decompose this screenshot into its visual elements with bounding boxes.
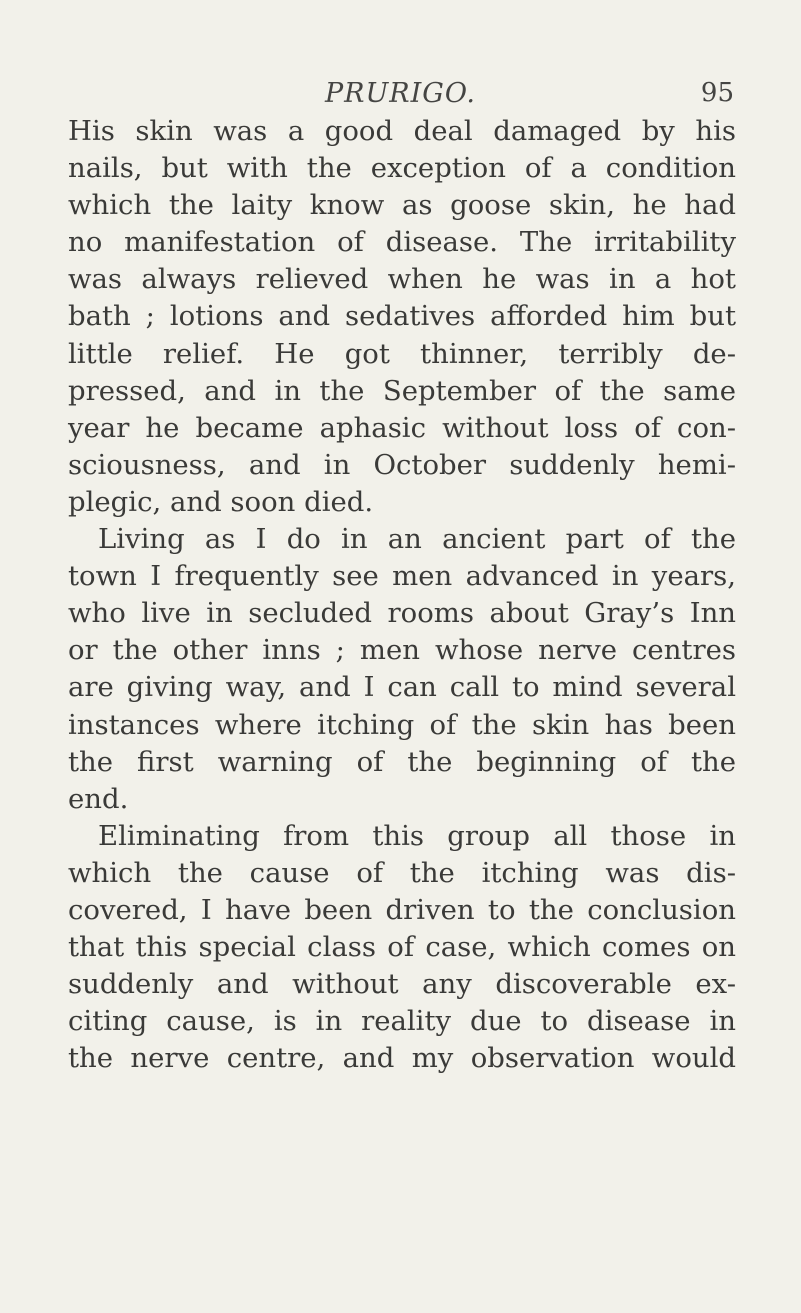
text-line: or the other inns ; men whose nerve centres (68, 634, 736, 667)
running-head (0, 78, 801, 118)
text-line: who live in secluded rooms about Gray’s Inn (68, 597, 736, 630)
text-line: year he became aphasic without loss of con- (68, 411, 736, 444)
text-line: are giving way, and I can call to mind several (68, 671, 736, 704)
text-line: that this special class of case, which comes on (68, 931, 736, 964)
paragraph-start-line: Eliminating from this group all those in (98, 819, 736, 852)
text-line: citing cause, is in reality due to disease in (68, 1005, 736, 1038)
text-line: was always relieved when he was in a hot (68, 263, 736, 296)
page-number: 95 (700, 78, 734, 108)
text-line: pressed, and in the September of the same (68, 374, 736, 407)
text-line: which the cause of the itching was dis- (68, 856, 736, 889)
paragraph-end-line: plegic, and soon died. (68, 485, 374, 518)
text-line: His skin was a good deal damaged by his (68, 115, 736, 147)
text-line: little relief. He got thinner, terribly de- (68, 337, 736, 370)
text-line: covered, I have been driven to the conclusion (68, 893, 736, 926)
paragraph-end-line: end. (68, 782, 129, 815)
paragraph-start-line: Living as I do in an ancient part of the (98, 523, 736, 556)
text-line: the nerve centre, and my observation would (68, 1042, 736, 1075)
text-line: no manifestation of disease. The irritability (68, 226, 736, 259)
text-line: suddenly and without any discoverable ex- (68, 968, 736, 1001)
text-line: instances where itching of the skin has been (68, 708, 736, 741)
running-title: PRURIGO. (325, 78, 476, 109)
text-line: the first warning of the beginning of the (68, 745, 736, 778)
body-text (68, 113, 736, 1077)
text-line: nails, but with the exception of a condition (68, 152, 736, 185)
text-line: which the laity know as goose skin, he had (68, 189, 736, 222)
text-line: bath ; lotions and sedatives afforded him but (68, 300, 736, 333)
text-line: sciousness, and in October suddenly hemi- (68, 448, 736, 481)
text-line: town I frequently see men advanced in years, (68, 560, 736, 593)
